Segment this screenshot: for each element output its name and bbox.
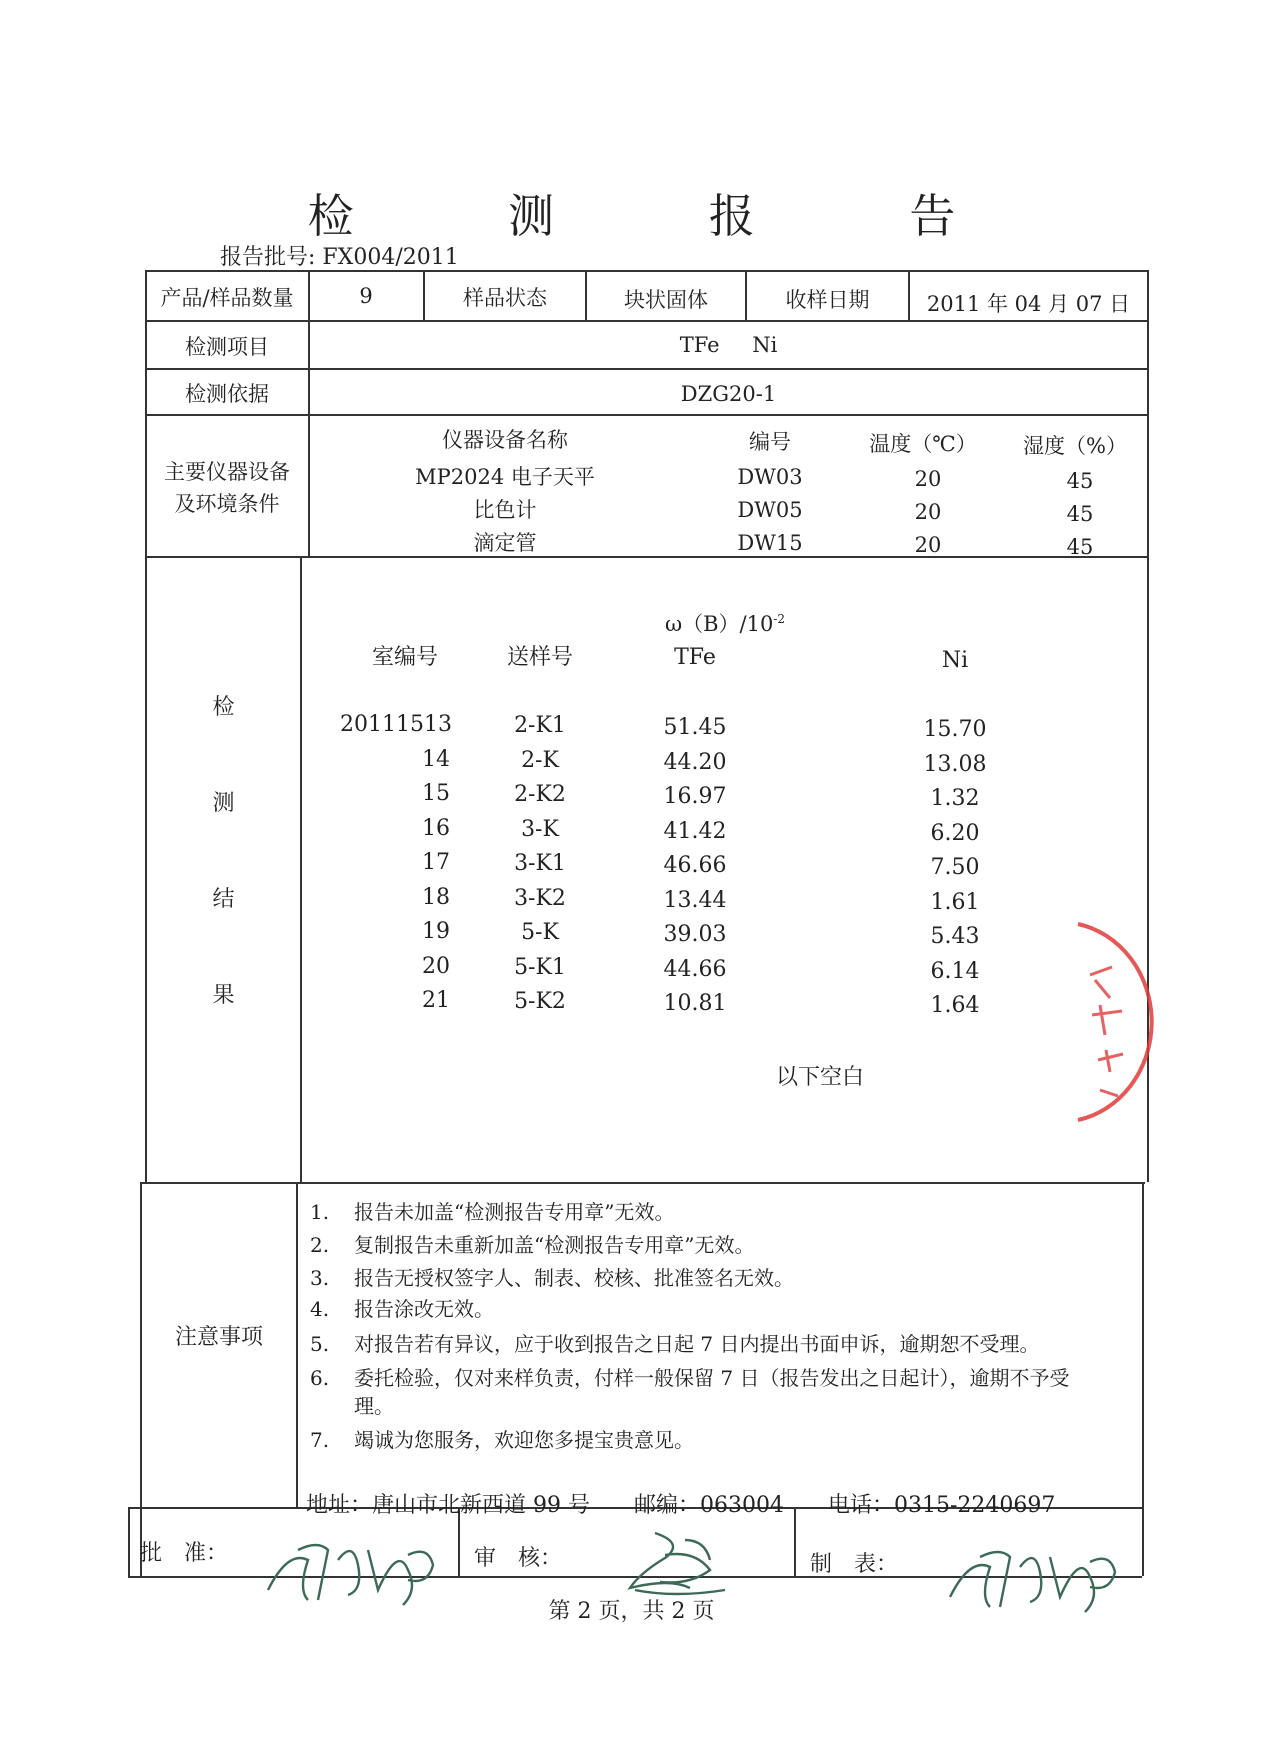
equipment-label-line1: 主要仪器设备 [164,460,290,484]
result-ni: 1.61 [930,889,980,915]
note-number: 4. [310,1297,330,1321]
note-number: 7. [310,1428,330,1452]
note-item [310,1362,1069,1391]
result-tfe: 16.97 [663,784,727,809]
note-item [310,1262,794,1291]
items-label: 检测项目 [185,335,269,359]
result-lab-no: 20111513 [340,712,452,737]
result-ni: 15.70 [923,717,987,742]
qty-value: 9 [359,284,373,308]
result-ni: 1.32 [930,786,980,811]
basis-label: 检测依据 [185,382,269,406]
results-header-sample-no: 送样号 [506,645,573,670]
results-unit-exp: -2 [773,612,786,626]
result-sample-no: 3-K2 [514,885,566,911]
prepare-label: 制 表： [810,1552,899,1577]
result-tfe: 13.44 [663,887,727,913]
equipment-humidity: 45 [1066,469,1094,493]
result-ni: 6.20 [930,820,980,846]
report-number: 报告批号: FX004/2011 [220,245,459,270]
result-sample-no: 5-K [521,920,559,945]
note-text: 对报告若有异议，应于收到报告之日起 7 日内提出书面申诉，逾期恕不受理。 [354,1332,1040,1356]
result-sample-no: 2-K [521,747,559,773]
note-item [310,1424,694,1453]
approve-label: 批 准： [140,1541,229,1566]
results-label-char: 检 [212,695,235,720]
result-tfe: 51.45 [663,715,727,740]
page-footer: 第 2 页，共 2 页 [548,1599,715,1624]
note-number: 3. [310,1266,330,1290]
note-number: 6. [310,1366,330,1390]
qty-label: 产品/样品数量 [160,286,294,310]
reviewer-signature-icon [615,1525,745,1600]
result-tfe: 10.81 [663,991,727,1016]
equipment-header-id: 编号 [749,430,791,454]
result-lab-no: 19 [422,919,450,944]
result-sample-no: 5-K1 [514,954,566,980]
equipment-humidity: 45 [1066,502,1094,526]
equipment-name: 比色计 [473,498,537,522]
date-value: 2011 年 04 月 07 日 [926,292,1131,316]
note-number: 5. [310,1332,330,1356]
equipment-header-humidity: 湿度（%） [1023,434,1127,458]
review-label: 审 核： [474,1546,563,1571]
result-sample-no: 5-K2 [514,989,566,1014]
result-tfe: 39.03 [663,922,727,947]
note-text: 报告未加盖“检测报告专用章”无效。 [354,1200,675,1224]
equipment-id: DW03 [737,465,803,489]
result-sample-no: 3-K1 [514,851,566,876]
notes-label: 注意事项 [174,1325,263,1350]
report-title: 检 测 报 告 [307,189,1026,243]
equipment-header-temp: 温度（℃） [869,432,977,456]
result-ni: 13.08 [923,751,987,777]
result-lab-no: 18 [422,884,450,910]
result-lab-no: 17 [422,850,450,875]
results-unit [665,608,785,638]
note-text: 复制报告未重新加盖“检测报告专用章”无效。 [354,1233,755,1257]
equipment-label-line2: 及环境条件 [174,492,280,516]
note-item [310,1229,754,1258]
note-number: 2. [310,1233,330,1257]
state-value: 块状固体 [624,288,708,312]
result-sample-no: 2-K2 [514,782,566,807]
equipment-id: DW05 [737,498,803,522]
note-text: 报告无授权签字人、制表、校核、批准签名无效。 [354,1266,794,1290]
result-tfe: 44.20 [663,749,727,775]
note-text: 委托检验，仅对来样负责，付样一般保留 7 日（报告发出之日起计），逾期不予受 [354,1366,1070,1390]
equipment-temp: 20 [914,533,942,557]
note-text: 理。 [354,1394,394,1418]
result-lab-no: 20 [422,953,450,979]
results-label-char: 果 [212,983,235,1008]
result-sample-no: 2-K1 [514,713,566,738]
note-text: 报告涂改无效。 [354,1297,494,1321]
results-label-char: 结 [212,887,235,912]
result-ni: 7.50 [930,855,980,880]
note-number: 1. [310,1200,330,1224]
equipment-name: 滴定管 [473,531,537,555]
results-header-tfe: TFe [674,645,716,670]
note-item [310,1196,674,1225]
note-item [310,1390,394,1419]
result-ni: 1.64 [930,993,980,1018]
result-tfe: 46.66 [663,853,727,878]
basis-value: DZG20-1 [680,382,777,406]
result-tfe: 41.42 [663,818,727,844]
results-label-char: 测 [212,791,235,816]
results-unit-base: ω（B）/10 [665,612,774,636]
equipment-header-name: 仪器设备名称 [442,428,568,452]
note-text: 竭诚为您服务，欢迎您多提宝贵意见。 [354,1428,694,1452]
blank-note: 以下空白 [775,1065,864,1090]
equipment-humidity: 45 [1066,535,1094,559]
result-lab-no: 16 [422,815,450,841]
result-lab-no: 14 [422,746,450,772]
stamp-icon [1070,920,1165,1125]
result-lab-no: 21 [422,988,450,1013]
result-sample-no: 3-K [521,816,559,842]
address-line: 地址：唐山市北新西道 99 号 邮编：063004 电话：0315-2240697 [306,1493,1056,1518]
result-tfe: 44.66 [663,956,727,982]
results-header-ni: Ni [941,648,969,673]
equipment-temp: 20 [914,467,942,491]
note-item [310,1328,1039,1357]
result-ni: 6.14 [930,958,980,984]
note-item [310,1293,494,1322]
equipment-temp: 20 [914,500,942,524]
state-label: 样品状态 [463,286,547,310]
equipment-name: MP2024 电子天平 [415,465,595,489]
date-label: 收样日期 [785,288,870,312]
results-header-lab-no: 室编号 [371,645,438,670]
items-value: TFe Ni [679,333,778,357]
equipment-id: DW15 [737,531,803,555]
result-lab-no: 15 [422,781,450,806]
result-ni: 5.43 [930,924,980,949]
